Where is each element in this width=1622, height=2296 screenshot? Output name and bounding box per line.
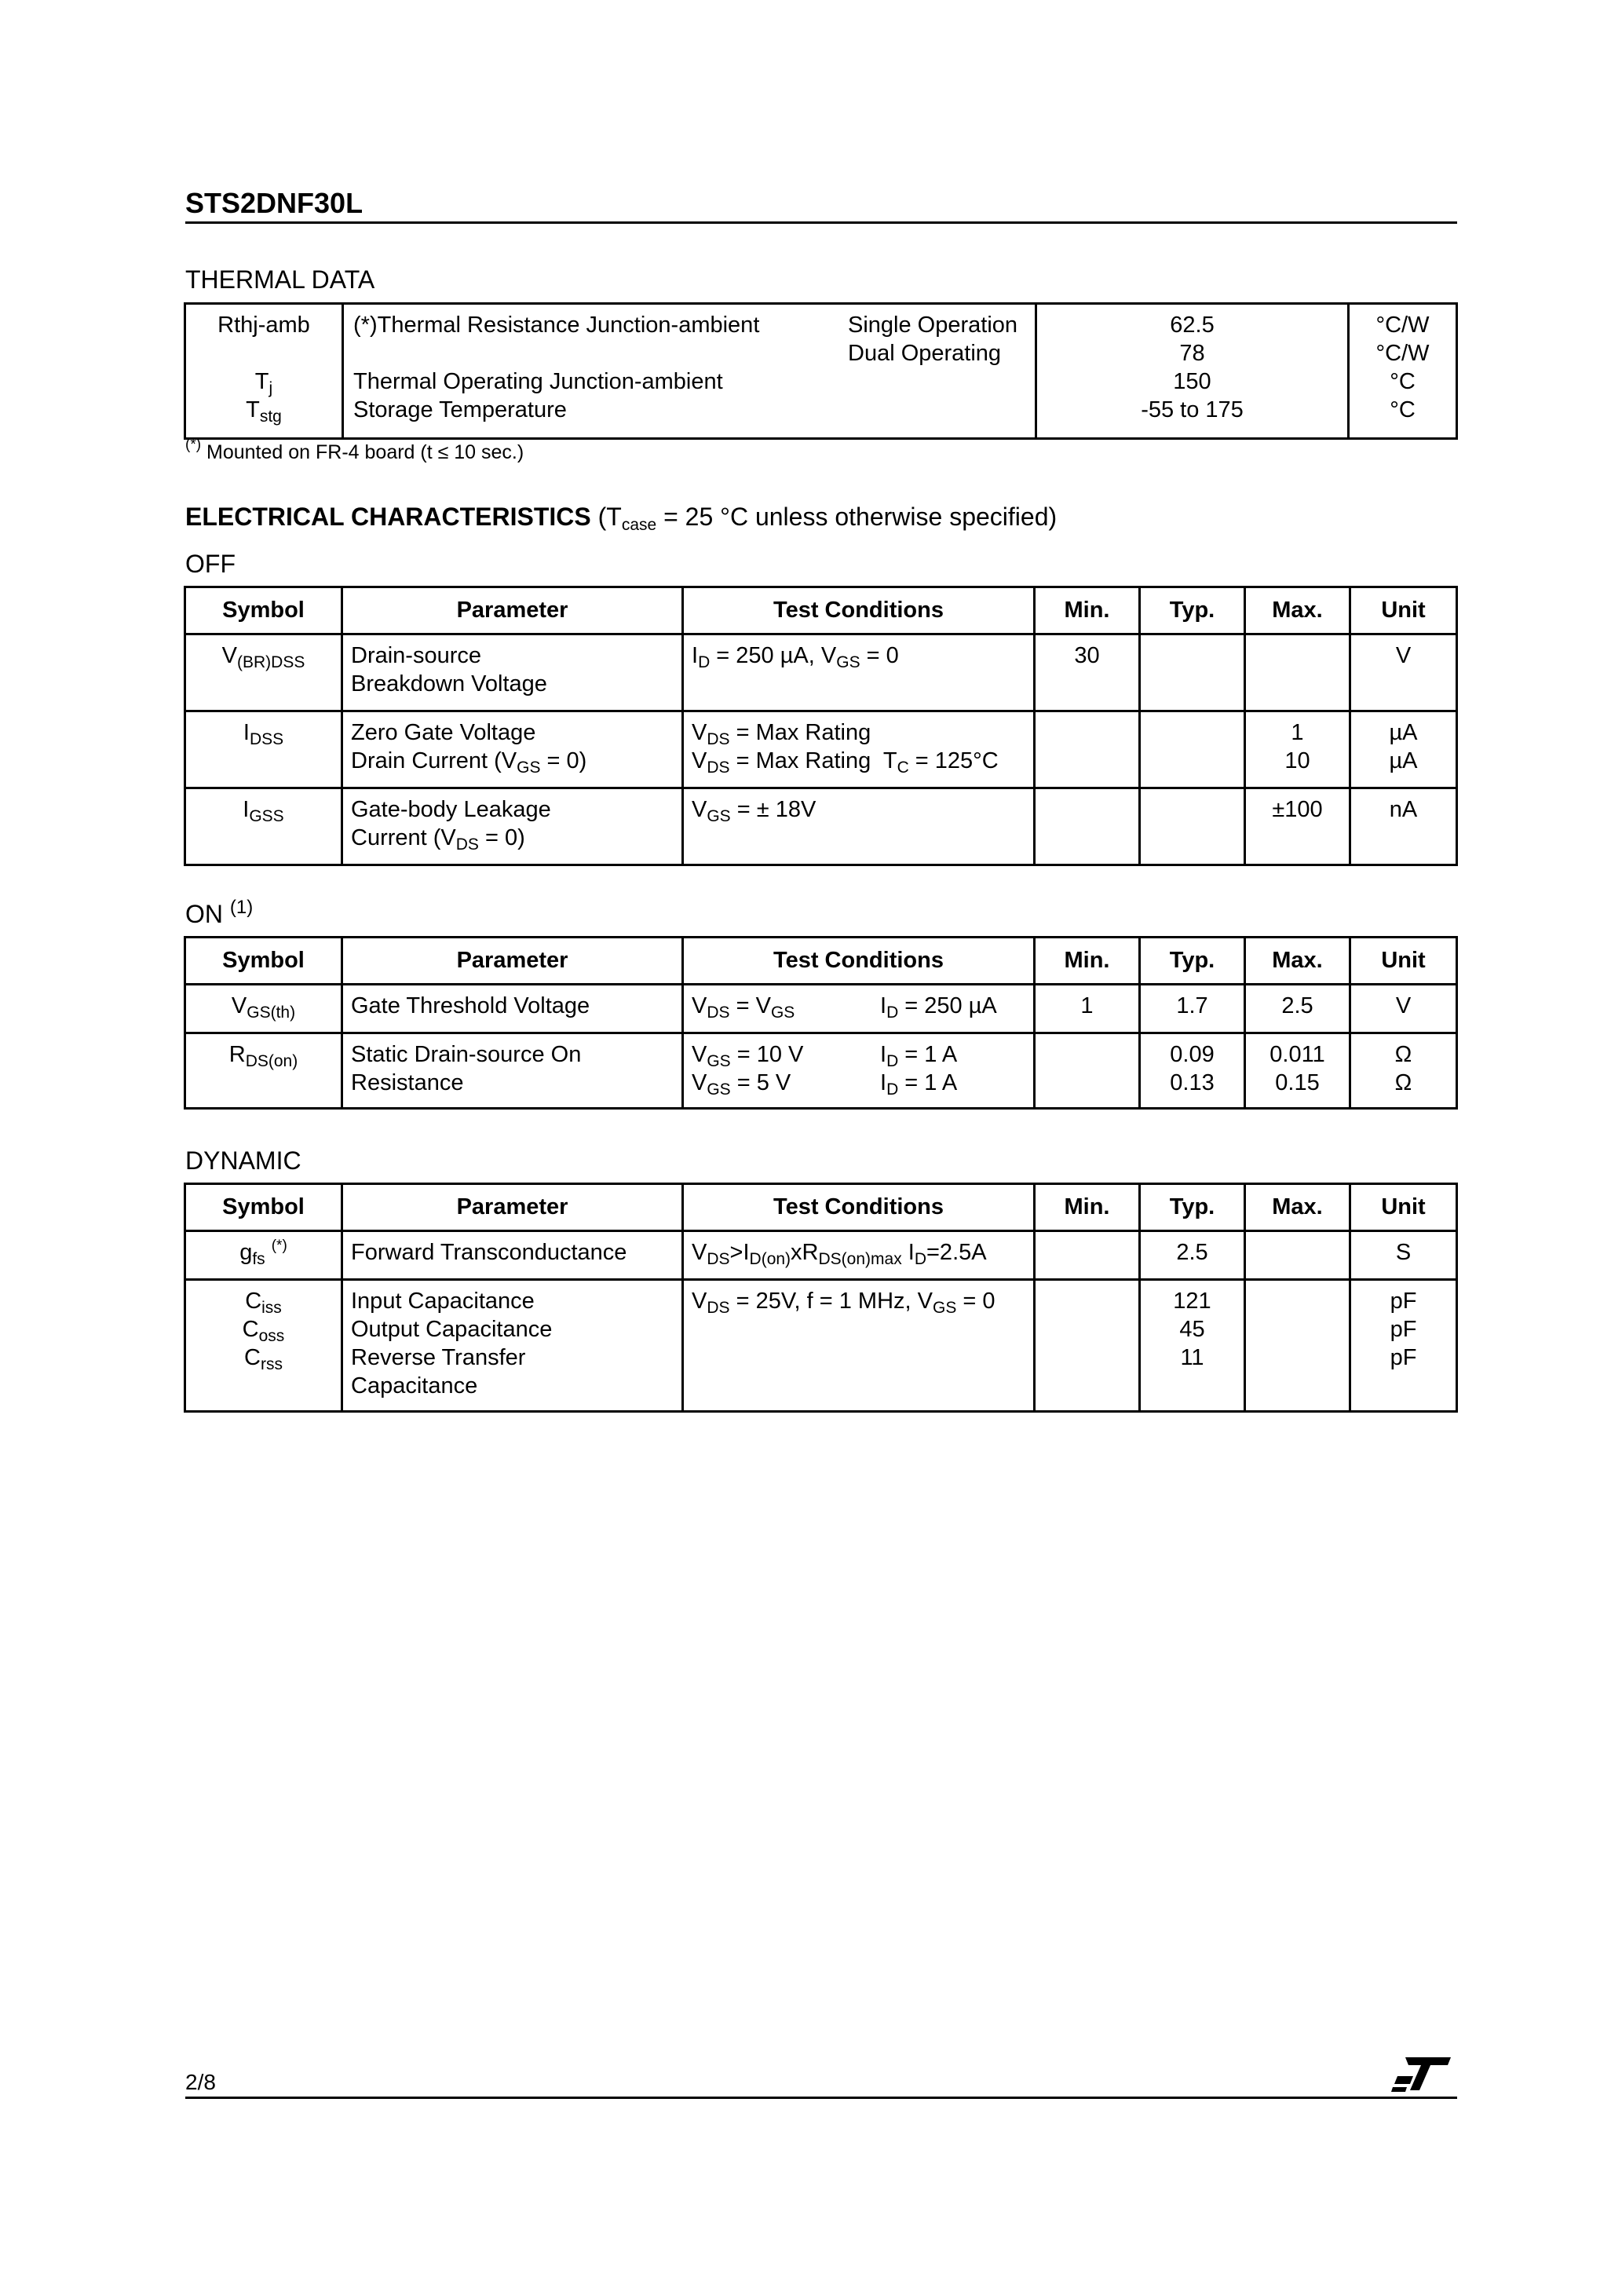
typ-cell	[1140, 634, 1245, 711]
parameter-cell: Input Capacitance Output Capacitance Reverse Transfer Capacitance	[342, 1280, 683, 1412]
col-header-min: Min.	[1035, 587, 1140, 634]
conditions-cell: $V_{GS}$ = ± 18V	[683, 788, 1035, 865]
thermal-unit-cell	[1349, 304, 1457, 439]
min-cell	[1035, 711, 1140, 788]
col-header-conditions: Test Conditions	[683, 1184, 1035, 1231]
max-cell	[1245, 1231, 1350, 1280]
typ-cell: 0.09 0.13	[1140, 1033, 1245, 1109]
max-cell: 2.5	[1245, 985, 1350, 1033]
typ-cell: 1.7	[1140, 985, 1245, 1033]
thermal-param-storage: Storage Temperature	[353, 397, 567, 422]
col-header-parameter: Parameter	[342, 1184, 683, 1231]
thermal-value: 150	[1173, 369, 1211, 394]
parameter-cell: Gate-body Leakage Current $(V_{DS} = 0)$	[342, 788, 683, 865]
col-header-min: Min.	[1035, 938, 1140, 985]
col-header-unit: Unit	[1350, 1184, 1457, 1231]
conditions-cell: $V_{DS}>I_{D(on)}xR_{DS(on)max}$ $I_D=2.5A$	[683, 1231, 1035, 1280]
dynamic-section-title: DYNAMIC	[185, 1146, 301, 1175]
on-table	[184, 936, 1458, 1110]
electrical-heading: ELECTRICAL CHARACTERISTICS ($T_{case} = 25$ °C unless otherwise specified)	[185, 503, 1058, 534]
thermal-unit: °C/W	[1375, 341, 1430, 366]
thermal-parameter-cell	[343, 304, 1036, 439]
thermal-cond-dual: Dual Operating	[848, 341, 1002, 366]
min-cell	[1035, 1231, 1140, 1280]
table-row	[185, 711, 1457, 788]
col-header-conditions: Test Conditions	[683, 587, 1035, 634]
typ-cell	[1140, 711, 1245, 788]
thermal-symbol-tstg: $T_{stg}$	[246, 397, 282, 426]
col-header-max: Max.	[1245, 938, 1350, 985]
max-cell: 1 10	[1245, 711, 1350, 788]
parameter-cell: Drain-source Breakdown Voltage	[342, 634, 683, 711]
col-header-typ: Typ.	[1140, 938, 1245, 985]
unit-cell: S	[1350, 1231, 1457, 1280]
thermal-param-resistance: (*)Thermal Resistance Junction-ambient	[353, 313, 760, 338]
col-header-min: Min.	[1035, 1184, 1140, 1231]
col-header-symbol: Symbol	[185, 1184, 342, 1231]
col-header-conditions: Test Conditions	[683, 938, 1035, 985]
thermal-unit: °C	[1390, 369, 1416, 394]
unit-cell: nA	[1350, 788, 1457, 865]
thermal-value: 78	[1179, 341, 1205, 366]
conditions-cell: $V_{DS} = V_{GS}$ $I_D = 250$ µA	[683, 985, 1035, 1033]
dynamic-table	[184, 1183, 1458, 1413]
col-header-max: Max.	[1245, 587, 1350, 634]
thermal-cond-single: Single Operation	[848, 313, 1018, 338]
footer-rule	[185, 2097, 1457, 2099]
unit-cell: V	[1350, 985, 1457, 1033]
col-header-typ: Typ.	[1140, 1184, 1245, 1231]
conditions-cell: $V_{GS} = 10$ V $I_D = 1$ A $V_{GS} = 5$ V $I_D = 1$ A	[683, 1033, 1035, 1109]
table-row	[185, 1033, 1457, 1109]
thermal-section-title: THERMAL DATA	[185, 265, 375, 294]
table-row	[185, 788, 1457, 865]
min-cell	[1035, 1280, 1140, 1412]
col-header-parameter: Parameter	[342, 938, 683, 985]
unit-cell: pF pF pF	[1350, 1280, 1457, 1412]
off-table	[184, 586, 1458, 866]
thermal-value: 62.5	[1170, 313, 1215, 338]
unit-cell: V	[1350, 634, 1457, 711]
col-header-symbol: Symbol	[185, 587, 342, 634]
max-cell: ±100	[1245, 788, 1350, 865]
thermal-param-operating: Thermal Operating Junction-ambient	[353, 369, 723, 394]
page-number: 2/8	[185, 2070, 216, 2094]
min-cell: 30	[1035, 634, 1140, 711]
thermal-footnote: (*) Mounted on FR-4 board (t ≤ 10 sec.)	[185, 437, 524, 463]
on-section-title: ON $^{(1)}$	[185, 897, 254, 928]
thermal-unit: °C	[1390, 397, 1416, 422]
max-cell: 0.011 0.15	[1245, 1033, 1350, 1109]
symbol-cell: $g_{fs}$ (*)	[185, 1231, 342, 1280]
col-header-typ: Typ.	[1140, 587, 1245, 634]
thermal-table	[184, 302, 1458, 440]
unit-cell: µA µA	[1350, 711, 1457, 788]
min-cell	[1035, 788, 1140, 865]
document-title: STS2DNF30L	[185, 187, 363, 219]
st-logo-icon	[1390, 2053, 1457, 2095]
off-section-title: OFF	[185, 550, 236, 578]
symbol-cell: $V_{GS(th)}$	[185, 985, 342, 1033]
header-rule	[185, 221, 1457, 224]
conditions-cell: $I_D = 250$ µA, $V_{GS} = 0$	[683, 634, 1035, 711]
thermal-symbol-tj: $T_j$	[254, 369, 273, 397]
thermal-symbol-rthj: Rthj-amb	[217, 313, 310, 338]
min-cell: 1	[1035, 985, 1140, 1033]
col-header-unit: Unit	[1350, 587, 1457, 634]
symbol-cell: $C_{iss}$ $C_{oss}$ $C_{rss}$	[185, 1280, 342, 1412]
symbol-cell: $V_{(BR)DSS}$	[185, 634, 342, 711]
table-row	[185, 1231, 1457, 1280]
parameter-cell: Static Drain-source On Resistance	[342, 1033, 683, 1109]
thermal-value-cell	[1036, 304, 1349, 439]
min-cell	[1035, 1033, 1140, 1109]
table-row	[185, 985, 1457, 1033]
symbol-cell: $I_{DSS}$	[185, 711, 342, 788]
parameter-cell: Gate Threshold Voltage	[342, 985, 683, 1033]
max-cell	[1245, 1280, 1350, 1412]
col-header-max: Max.	[1245, 1184, 1350, 1231]
thermal-value: -55 to 175	[1141, 397, 1244, 422]
symbol-cell: $I_{GSS}$	[185, 788, 342, 865]
table-row	[185, 1280, 1457, 1412]
parameter-cell: Zero Gate Voltage Drain Current $(V_{GS} = 0)$	[342, 711, 683, 788]
col-header-unit: Unit	[1350, 938, 1457, 985]
col-header-symbol: Symbol	[185, 938, 342, 985]
conditions-cell: $V_{DS}$ = Max Rating $V_{DS}$ = Max Rating $T_C = 125^\circ C$	[683, 711, 1035, 788]
conditions-cell: $V_{DS} = 25V$, f = 1 MHz, $V_{GS} = 0$	[683, 1280, 1035, 1412]
unit-cell: Ω Ω	[1350, 1033, 1457, 1109]
table-row	[185, 634, 1457, 711]
max-cell	[1245, 634, 1350, 711]
typ-cell: 2.5	[1140, 1231, 1245, 1280]
thermal-symbol-cell	[185, 304, 343, 439]
thermal-unit: °C/W	[1375, 313, 1430, 338]
typ-cell	[1140, 788, 1245, 865]
typ-cell: 121 45 11	[1140, 1280, 1245, 1412]
symbol-cell: $R_{DS(on)}$	[185, 1033, 342, 1109]
col-header-parameter: Parameter	[342, 587, 683, 634]
parameter-cell: Forward Transconductance	[342, 1231, 683, 1280]
